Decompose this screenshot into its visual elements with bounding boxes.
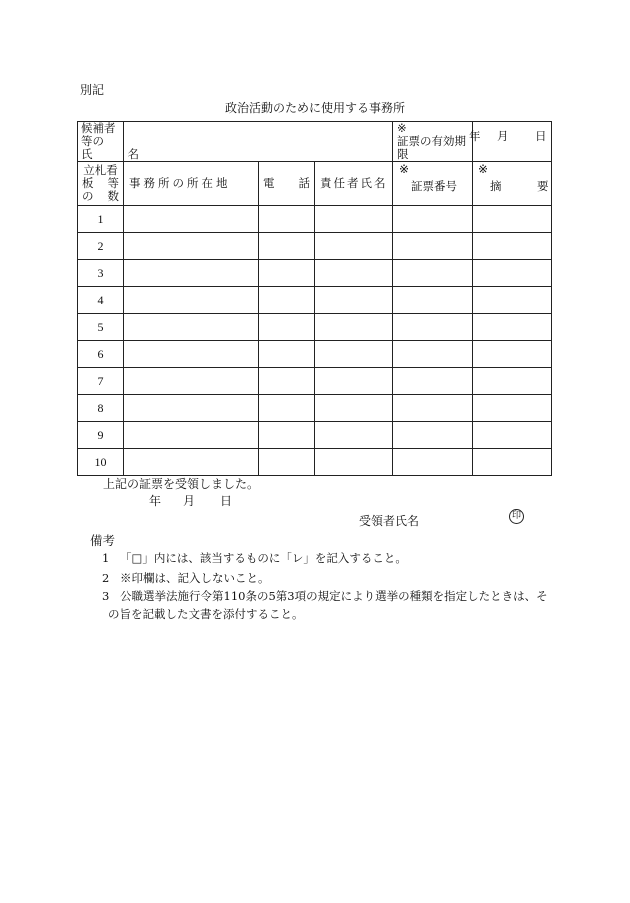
table-row (78, 395, 552, 422)
date-day-label: 日 (535, 129, 547, 143)
summary-field[interactable] (473, 287, 552, 314)
notes-heading: 備考 (90, 533, 116, 548)
address-field[interactable] (124, 233, 259, 260)
office-form-table (77, 121, 552, 476)
note-item: 2 ※印欄は、記入しないこと。 (102, 571, 270, 585)
responsible-person-field[interactable] (315, 314, 393, 341)
summary-field[interactable] (473, 368, 552, 395)
phone-field[interactable] (259, 422, 315, 449)
table-row (78, 449, 552, 476)
note-item: 1 「□」内には、該当するものに「レ」を記入すること。 (102, 551, 407, 565)
address-field[interactable] (124, 395, 259, 422)
phone-field[interactable] (259, 260, 315, 287)
table-row (78, 422, 552, 449)
certificate-number-field[interactable] (393, 341, 473, 368)
responsible-person-field[interactable] (315, 341, 393, 368)
receipt-statement: 上記の証票を受領しました。 (103, 477, 260, 491)
candidate-name-label: 候補者等の 氏 名 (78, 122, 124, 162)
certificate-number-field[interactable] (393, 260, 473, 287)
table-row (78, 287, 552, 314)
validity-label: ※ 証票の有効期限 (393, 122, 473, 162)
certificate-number-field[interactable] (393, 422, 473, 449)
responsible-person-field[interactable] (315, 422, 393, 449)
table-row (78, 314, 552, 341)
date-month-label: 月 (497, 129, 509, 143)
seal-mark: 印 (509, 509, 524, 524)
note-item: 3 公職選挙法施行令第110条の5第3項の規定により選挙の種類を指定したときは、そ (102, 589, 548, 603)
summary-field[interactable] (473, 449, 552, 476)
responsible-person-field[interactable] (315, 395, 393, 422)
responsible-person-field[interactable] (315, 449, 393, 476)
summary-field[interactable] (473, 341, 552, 368)
responsible-person-field[interactable] (315, 368, 393, 395)
address-field[interactable] (124, 449, 259, 476)
note-item-continuation: の旨を記載した文書を添付すること。 (108, 607, 304, 621)
row-number: 3 (78, 260, 124, 287)
certificate-number-field[interactable] (393, 449, 473, 476)
phone-field[interactable] (259, 395, 315, 422)
certificate-number-field[interactable] (393, 314, 473, 341)
row-number: 7 (78, 368, 124, 395)
row-number: 4 (78, 287, 124, 314)
summary-field[interactable] (473, 233, 552, 260)
table-row (78, 206, 552, 233)
address-field[interactable] (124, 206, 259, 233)
address-field[interactable] (124, 422, 259, 449)
summary-field[interactable] (473, 314, 552, 341)
phone-field[interactable] (259, 314, 315, 341)
header-summary: ※ 摘 要 (473, 162, 552, 206)
certificate-number-field[interactable] (393, 206, 473, 233)
row-number: 10 (78, 449, 124, 476)
header-board-count: 立札看 板 等 の 数 (78, 162, 124, 206)
phone-field[interactable] (259, 287, 315, 314)
column-header-row (78, 162, 552, 206)
table-row (78, 233, 552, 260)
phone-field[interactable] (259, 341, 315, 368)
address-field[interactable] (124, 260, 259, 287)
row-number: 8 (78, 395, 124, 422)
validity-date-field[interactable] (469, 122, 552, 162)
phone-field[interactable] (259, 449, 315, 476)
responsible-person-field[interactable] (315, 206, 393, 233)
summary-field[interactable] (473, 206, 552, 233)
address-field[interactable] (124, 314, 259, 341)
responsible-person-field[interactable] (315, 260, 393, 287)
header-phone: 電 話 (259, 162, 315, 206)
certificate-number-field[interactable] (393, 395, 473, 422)
document-label: 別記 (80, 83, 105, 97)
summary-field[interactable] (473, 395, 552, 422)
date-year-label: 年 (469, 129, 481, 143)
certificate-number-field[interactable] (393, 287, 473, 314)
address-field[interactable] (124, 287, 259, 314)
candidate-name-field[interactable] (124, 122, 393, 162)
document-title: 政治活動のために使用する事務所 (224, 101, 405, 115)
certificate-number-field[interactable] (393, 368, 473, 395)
summary-field[interactable] (473, 260, 552, 287)
candidate-row (78, 122, 552, 162)
table-row (78, 368, 552, 395)
row-number: 5 (78, 314, 124, 341)
certificate-number-field[interactable] (393, 233, 473, 260)
phone-field[interactable] (259, 368, 315, 395)
receiver-name-label: 受領者氏名 (359, 514, 420, 528)
row-number: 6 (78, 341, 124, 368)
address-field[interactable] (124, 368, 259, 395)
header-address: 事務所の所在地 (124, 162, 259, 206)
header-certificate-number: ※ 証票番号 (393, 162, 473, 206)
summary-field[interactable] (473, 422, 552, 449)
address-field[interactable] (124, 341, 259, 368)
responsible-person-field[interactable] (315, 287, 393, 314)
row-number: 9 (78, 422, 124, 449)
header-responsible-person: 責任者氏名 (315, 162, 393, 206)
responsible-person-field[interactable] (315, 233, 393, 260)
phone-field[interactable] (259, 233, 315, 260)
table-row (78, 260, 552, 287)
phone-field[interactable] (259, 206, 315, 233)
row-number: 2 (78, 233, 124, 260)
table-row (78, 341, 552, 368)
row-number: 1 (78, 206, 124, 233)
